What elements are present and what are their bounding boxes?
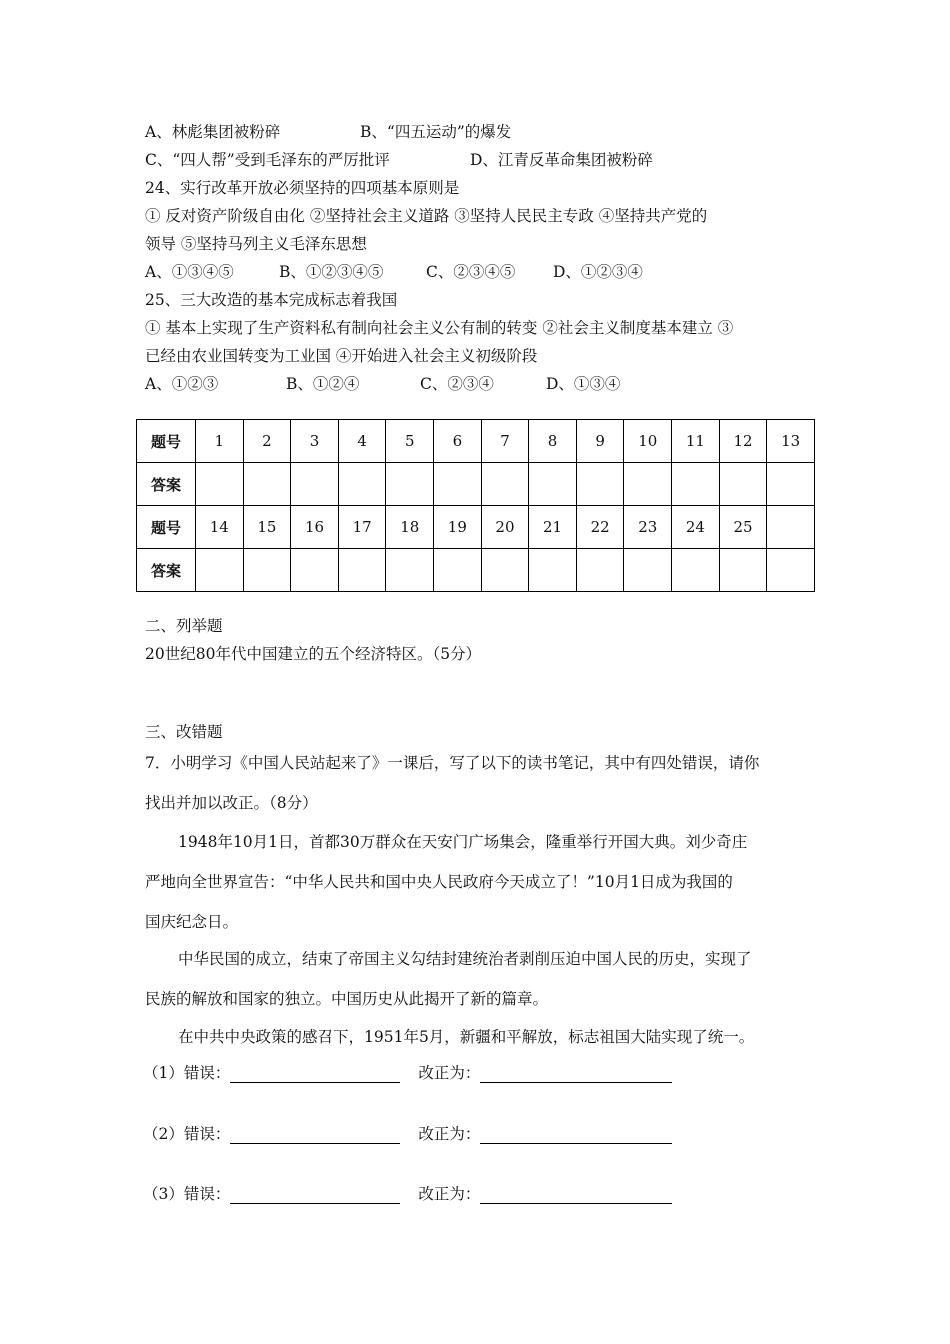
answer-cell[interactable] bbox=[672, 549, 720, 592]
answer-cell[interactable] bbox=[291, 463, 339, 506]
question-number: 16 bbox=[291, 506, 339, 549]
error-blank[interactable] bbox=[230, 1125, 400, 1144]
question-number: 22 bbox=[576, 506, 624, 549]
question-number: 8 bbox=[529, 420, 577, 463]
passage2-line1: 中华民国的成立，结束了帝国主义勾结封建统治者剥削压迫中国人民的历史，实现了 bbox=[178, 950, 752, 968]
correction-row-1 bbox=[143, 1063, 672, 1083]
q23-options-row2 bbox=[145, 150, 653, 170]
answer-cell[interactable] bbox=[196, 463, 244, 506]
fix-blank[interactable] bbox=[480, 1125, 672, 1144]
fix-blank[interactable] bbox=[480, 1185, 672, 1204]
answer-cell[interactable] bbox=[576, 549, 624, 592]
answer-cell[interactable] bbox=[767, 549, 815, 592]
answer-cell[interactable] bbox=[481, 463, 529, 506]
error-blank[interactable] bbox=[230, 1185, 400, 1204]
question-number: 23 bbox=[624, 506, 672, 549]
answer-cell[interactable] bbox=[434, 549, 482, 592]
q24-items-line2: 领导 ⑤坚持马列主义毛泽东思想 bbox=[145, 235, 367, 253]
correction-row-2 bbox=[143, 1124, 672, 1144]
fix-blank[interactable] bbox=[480, 1064, 672, 1083]
q23-options-row1 bbox=[145, 122, 511, 142]
table-row-answers-1 bbox=[137, 463, 815, 506]
answer-cell[interactable] bbox=[481, 549, 529, 592]
q23-option-a: A、林彪集团被粉碎 bbox=[145, 123, 281, 141]
answer-cell[interactable] bbox=[767, 463, 815, 506]
answer-cell[interactable] bbox=[386, 463, 434, 506]
passage3-line1: 在中共中央政策的感召下，1951年5月，新疆和平解放，标志祖国大陆实现了统一。 bbox=[178, 1028, 755, 1046]
q23-option-d: D、江青反革命集团被粉碎 bbox=[470, 151, 653, 169]
question-number: 7 bbox=[481, 420, 529, 463]
question-number: 17 bbox=[338, 506, 386, 549]
header-label: 题号 bbox=[137, 420, 196, 463]
question-number: 1 bbox=[196, 420, 244, 463]
empty-cell bbox=[767, 506, 815, 549]
q25-items-line2: 已经由农业国转变为工业国 ④开始进入社会主义初级阶段 bbox=[145, 347, 538, 365]
q24-option-d: D、①②③④ bbox=[553, 263, 643, 281]
question-number: 21 bbox=[529, 506, 577, 549]
fix-label: 改正为： bbox=[418, 1125, 481, 1143]
answer-cell[interactable] bbox=[243, 549, 291, 592]
answer-label: 答案 bbox=[137, 463, 196, 506]
q23-option-b: B、“四五运动”的爆发 bbox=[360, 123, 512, 141]
answer-cell[interactable] bbox=[291, 549, 339, 592]
answer-cell[interactable] bbox=[434, 463, 482, 506]
answer-table bbox=[136, 419, 815, 592]
error-label: （2）错误： bbox=[143, 1125, 231, 1143]
q23-option-c: C、“四人帮”受到毛泽东的严厉批评 bbox=[145, 151, 390, 169]
q24-option-c: C、②③④⑤ bbox=[426, 263, 516, 281]
q25-option-b: B、①②④ bbox=[286, 375, 360, 393]
question-number: 24 bbox=[672, 506, 720, 549]
answer-cell[interactable] bbox=[719, 463, 767, 506]
question-number: 6 bbox=[434, 420, 482, 463]
q25-stem: 25、三大改造的基本完成标志着我国 bbox=[145, 291, 398, 309]
q25-option-a: A、①②③ bbox=[145, 375, 219, 393]
q24-option-b: B、①②③④⑤ bbox=[279, 263, 384, 281]
q25-options bbox=[145, 374, 620, 394]
answer-cell[interactable] bbox=[338, 463, 386, 506]
answer-cell[interactable] bbox=[338, 549, 386, 592]
question-number: 3 bbox=[291, 420, 339, 463]
error-blank[interactable] bbox=[230, 1064, 400, 1083]
question-number: 10 bbox=[624, 420, 672, 463]
q24-options bbox=[145, 262, 643, 282]
section3-title: 三、改错题 bbox=[145, 723, 223, 741]
q25-option-d: D、①③④ bbox=[546, 375, 621, 393]
table-row-numbers-1 bbox=[137, 420, 815, 463]
question-number: 9 bbox=[576, 420, 624, 463]
question-number: 18 bbox=[386, 506, 434, 549]
question-number: 5 bbox=[386, 420, 434, 463]
passage1-line2: 严地向全世界宣告：“中华人民共和国中央人民政府今天成立了！”10月1日成为我国的 bbox=[145, 873, 733, 891]
question-number: 25 bbox=[719, 506, 767, 549]
correction-row-3 bbox=[143, 1184, 672, 1204]
error-label: （3）错误： bbox=[143, 1185, 231, 1203]
question-number: 2 bbox=[243, 420, 291, 463]
fix-label: 改正为： bbox=[418, 1185, 481, 1203]
answer-cell[interactable] bbox=[672, 463, 720, 506]
question-number: 14 bbox=[196, 506, 244, 549]
answer-label: 答案 bbox=[137, 549, 196, 592]
section2-question: 20世纪80年代中国建立的五个经济特区。（5分） bbox=[145, 645, 482, 663]
question-number: 20 bbox=[481, 506, 529, 549]
table-row-answers-2 bbox=[137, 549, 815, 592]
question-number: 13 bbox=[767, 420, 815, 463]
question-number: 12 bbox=[719, 420, 767, 463]
q24-items-line1: ① 反对资产阶级自由化 ②坚持社会主义道路 ③坚持人民民主专政 ④坚持共产党的 bbox=[145, 207, 708, 225]
q7-line2: 找出并加以改正。（8分） bbox=[145, 794, 318, 812]
answer-cell[interactable] bbox=[719, 549, 767, 592]
q24-stem: 24、实行改革开放必须坚持的四项基本原则是 bbox=[145, 179, 460, 197]
table-row-numbers-2 bbox=[137, 506, 815, 549]
error-label: （1）错误： bbox=[143, 1064, 231, 1082]
question-number: 15 bbox=[243, 506, 291, 549]
answer-cell[interactable] bbox=[624, 549, 672, 592]
q25-items-line1: ① 基本上实现了生产资料私有制向社会主义公有制的转变 ②社会主义制度基本建立 ③ bbox=[145, 319, 734, 337]
passage1-line3: 国庆纪念日。 bbox=[145, 913, 239, 931]
question-number: 19 bbox=[434, 506, 482, 549]
passage1-line1: 1948年10月1日，首都30万群众在天安门广场集会，隆重举行开国大典。刘少奇庄 bbox=[178, 833, 748, 851]
answer-cell[interactable] bbox=[196, 549, 244, 592]
section2-title: 二、列举题 bbox=[145, 617, 223, 635]
q7-line1: 7．小明学习《中国人民站起来了》一课后，写了以下的读书笔记，其中有四处错误，请你 bbox=[145, 754, 760, 772]
answer-cell[interactable] bbox=[243, 463, 291, 506]
question-number: 4 bbox=[338, 420, 386, 463]
answer-cell[interactable] bbox=[576, 463, 624, 506]
q25-option-c: C、②③④ bbox=[420, 375, 494, 393]
answer-cell[interactable] bbox=[624, 463, 672, 506]
answer-cell[interactable] bbox=[529, 549, 577, 592]
passage2-line2: 民族的解放和国家的独立。中国历史从此揭开了新的篇章。 bbox=[145, 990, 549, 1008]
answer-cell[interactable] bbox=[386, 549, 434, 592]
answer-cell[interactable] bbox=[529, 463, 577, 506]
header-label: 题号 bbox=[137, 506, 196, 549]
question-number: 11 bbox=[672, 420, 720, 463]
q24-option-a: A、①③④⑤ bbox=[145, 263, 234, 281]
fix-label: 改正为： bbox=[418, 1064, 481, 1082]
